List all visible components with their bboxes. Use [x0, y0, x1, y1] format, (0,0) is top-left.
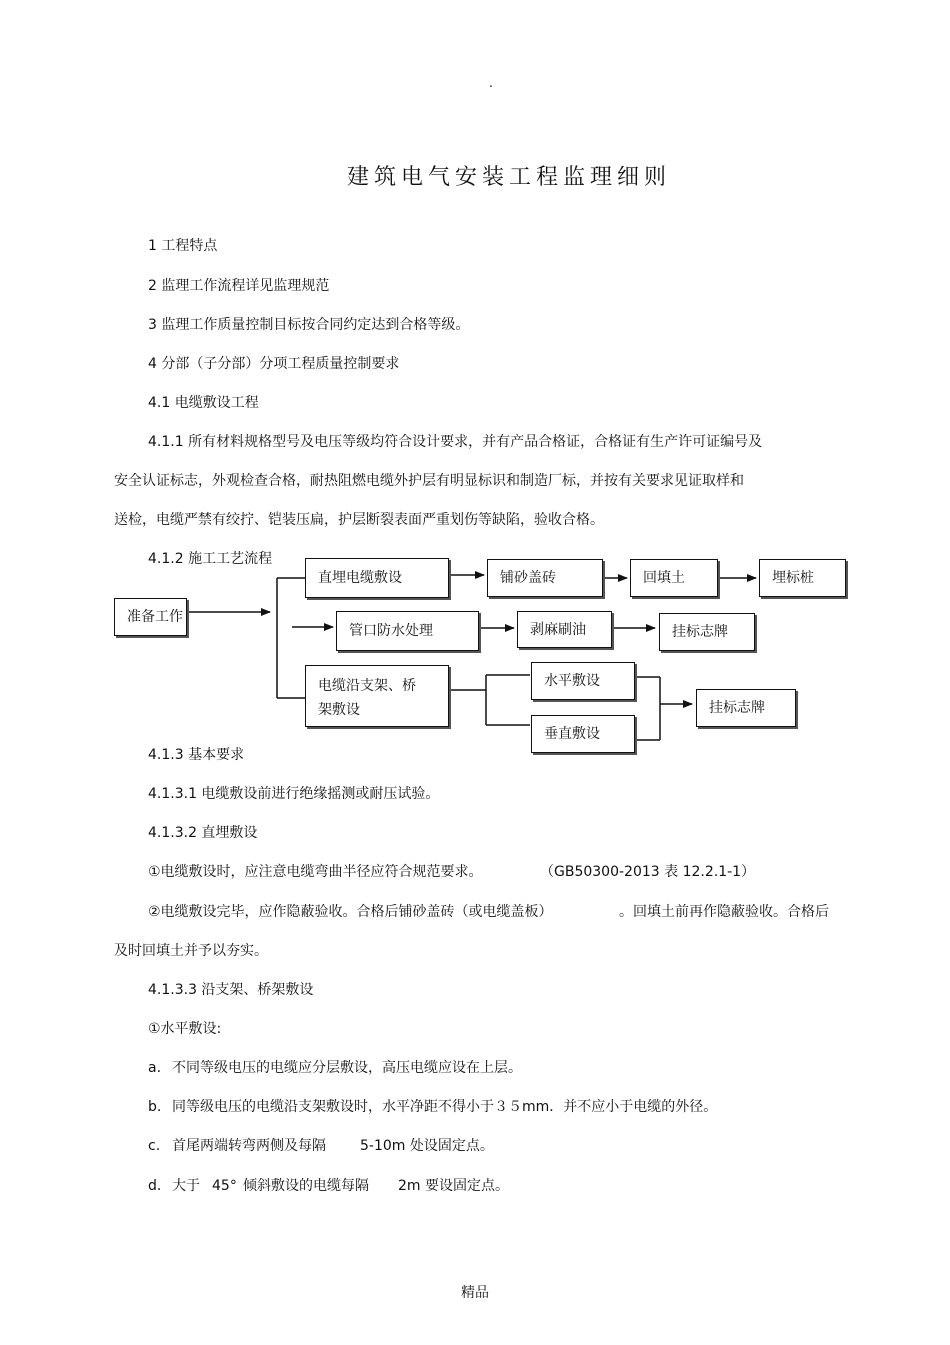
header-mark: . [489, 76, 493, 90]
section-1: 1 工程特点 [148, 238, 218, 254]
section-4-1-2: 4.1.2 施工工艺流程 [148, 551, 273, 567]
clause-1-text: ①电缆敷设时，应注意电缆弯曲半径应符合规范要求。 [148, 864, 483, 880]
clause-2-line2: 及时回填土并予以夯实。 [114, 943, 268, 959]
section-4-1-3-3: 4.1.3.3 沿支架、桥架敷设 [148, 982, 314, 998]
flow-box-horizontal [531, 662, 635, 700]
item-b-label: b. [148, 1099, 162, 1115]
flow-box-prepare-label: 准备工作 [127, 609, 183, 625]
item-a-text: 不同等级电压的电缆应分层敷设，高压电缆应设在上层。 [172, 1060, 522, 1076]
section-4: 4 分部（子分部）分项工程质量控制要求 [148, 356, 400, 372]
flow-box-pipe-waterproof [336, 611, 479, 651]
flow-box-backfill-label: 回填土 [643, 570, 685, 586]
section-2: 2 监理工作流程详见监理规范 [148, 278, 330, 294]
clause-1-reference: （GB50300-2013 表 12.2.1-1） [540, 864, 756, 880]
flow-box-vertical-label: 垂直敷设 [544, 726, 600, 742]
section-4-1-1-line2: 安全认证标志，外观检查合格，耐热阻燃电缆外护层有明显标识和制造厂标，并按有关要求见证取样和 [114, 473, 744, 489]
flow-box-marker-pile [759, 559, 846, 597]
clause-2-part1: ②电缆敷设完毕，应作隐蔽验收。合格后铺砂盖砖（或电缆盖板） [148, 904, 553, 920]
item-b-text: 同等级电压的电缆沿支架敷设时，水平净距不得小于３５mm．并不应小于电缆的外径。 [172, 1099, 718, 1115]
horizontal-heading: ①水平敷设: [148, 1021, 222, 1037]
flow-box-vertical [531, 715, 635, 753]
clause-2-part2: 。回填土前再作隐蔽验收。合格后 [619, 904, 829, 920]
flow-box-sand-brick-label: 铺砂盖砖 [500, 570, 556, 586]
flow-box-strip-paint [517, 611, 612, 648]
section-4-1: 4.1 电缆敷设工程 [148, 395, 259, 411]
flow-box-sand-brick [487, 559, 603, 597]
section-3: 3 监理工作质量控制目标按合同约定达到合格等级。 [148, 317, 470, 333]
flow-box-direct-burial-label: 直埋电缆敷设 [318, 570, 402, 586]
item-d-text-3: 倾斜敷设的电缆每隔 [243, 1178, 369, 1194]
flow-box-direct-burial [305, 558, 449, 598]
section-4-1-3-2: 4.1.3.2 直埋敷设 [148, 825, 258, 841]
flow-box-horizontal-label: 水平敷设 [544, 673, 600, 689]
flow-box-marker-pile-label: 埋标桩 [772, 570, 814, 586]
item-d-text-4: 2m 要设固定点。 [398, 1178, 509, 1194]
section-4-1-3-1: 4.1.3.1 电缆敷设前进行绝缘摇测或耐压试验。 [148, 786, 440, 802]
flow-box-backfill [630, 559, 718, 597]
item-c-label: c. [148, 1138, 161, 1154]
flow-box-sign-2 [696, 689, 796, 727]
flow-box-pipe-waterproof-label: 管口防水处理 [349, 623, 433, 639]
flow-box-sign-1-label: 挂标志牌 [672, 624, 728, 640]
flow-box-tray-label-1: 电缆沿支架、桥 [318, 678, 416, 694]
document-title: 建筑电气安装工程监理细则 [346, 165, 671, 190]
item-d-label: d. [148, 1178, 162, 1194]
section-4-1-1-line3: 送检，电缆严禁有绞拧、铠装压扁，护层断裂表面严重划伤等缺陷，验收合格。 [114, 512, 604, 528]
section-4-1-3: 4.1.3 基本要求 [148, 747, 245, 763]
flow-box-sign-1 [659, 613, 755, 651]
flow-box-tray [305, 665, 449, 727]
flow-box-prepare [114, 598, 187, 636]
flow-box-strip-paint-label: 剥麻刷油 [530, 621, 586, 638]
item-d-text-1: 大于 [172, 1178, 200, 1194]
page-footer: 精品 [461, 1285, 489, 1301]
item-d-text-2: 45° [212, 1178, 237, 1194]
section-4-1-1-line1: 4.1.1 所有材料规格型号及电压等级均符合设计要求，并有产品合格证，合格证有生产许可证编号及 [148, 434, 763, 450]
flow-box-sign-2-label: 挂标志牌 [709, 700, 765, 716]
flow-box-tray-label-2: 架敷设 [318, 702, 360, 718]
item-c-text-2: 5-10m 处设固定点。 [360, 1138, 494, 1154]
item-a-label: a. [148, 1060, 162, 1076]
item-c-text-1: 首尾两端转弯两侧及每隔 [172, 1138, 326, 1154]
